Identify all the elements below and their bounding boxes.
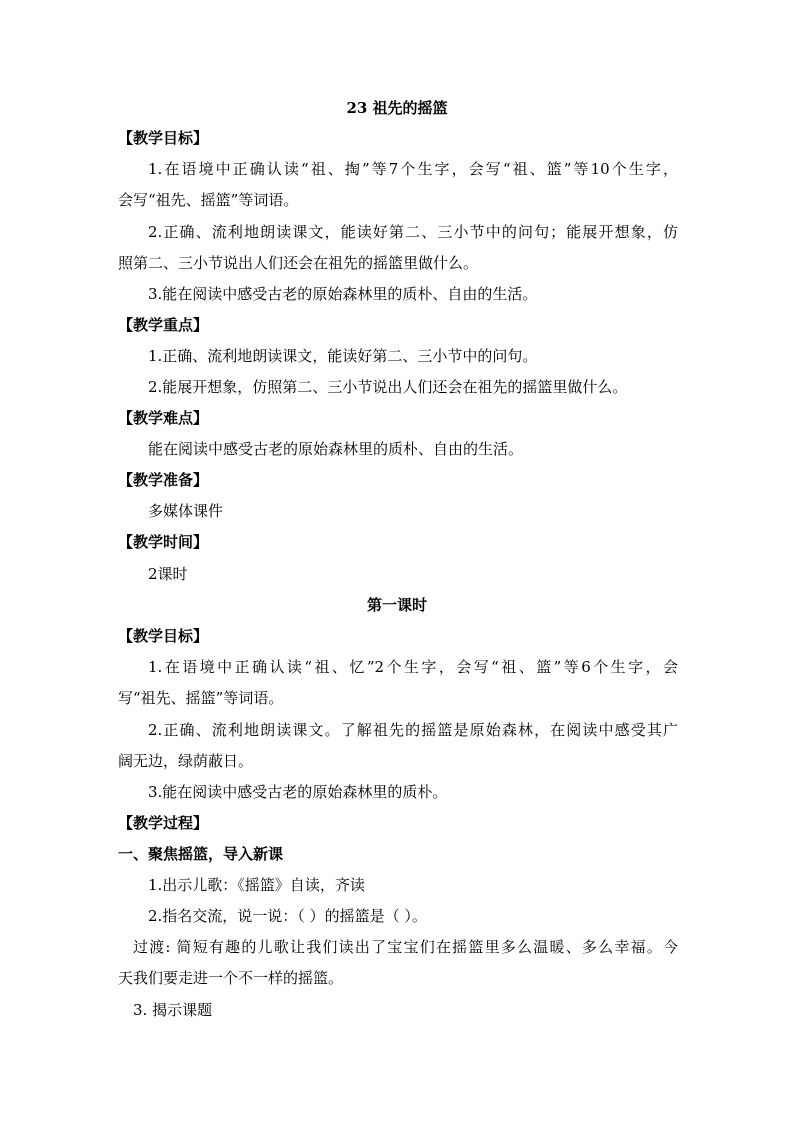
step2: 2.指名交流，说一说：（ ）的摇篮是（ ）。 <box>148 907 427 925</box>
lesson1-goal2-line2: 阔无边，绿荫蔽日。 <box>118 752 254 770</box>
goals-item3: 3.能在阅读中感受古老的原始森林里的质朴、自由的生活。 <box>148 285 538 303</box>
keypoints-item2: 2.能展开想象，仿照第二、三小节说出人们还会在祖先的摇篮里做什么。 <box>148 378 628 396</box>
difficulties-text: 能在阅读中感受古老的原始森林里的质朴、自由的生活。 <box>148 440 524 458</box>
preparation-text: 多媒体课件 <box>148 502 224 520</box>
lesson1-goal1-line1: 1.在语境中正确认读“祖、忆”2个生字，会写“祖、篮”等6个生字，会 <box>148 658 678 676</box>
transition-line1: 过渡: 简短有趣的儿歌让我们读出了宝宝们在摇篮里多么温暖、多么幸福。今 <box>133 938 678 956</box>
process-heading: 【教学过程】 <box>118 814 209 832</box>
goals-heading: 【教学目标】 <box>118 129 209 147</box>
step3: 3. 揭示课题 <box>133 1001 213 1019</box>
lesson1-title: 第一课时 <box>366 596 427 614</box>
lesson1-goal1-line2: 写“祖先、摇篮”等词语。 <box>118 689 284 707</box>
goals-item2-line2: 照第二、三小节说出人们还会在祖先的摇篮里做什么。 <box>118 254 479 272</box>
step1: 1.出示儿歌：《摇篮》自读，齐读 <box>148 876 365 894</box>
goals-item2-line1: 2.正确、流利地朗读课文，能读好第二、三小节中的问句；能展开想象，仿 <box>148 223 678 241</box>
document-title: 23 祖先的摇篮 <box>346 99 448 117</box>
keypoints-item1: 1.正确、流利地朗读课文，能读好第二、三小节中的问句。 <box>148 347 538 365</box>
preparation-heading: 【教学准备】 <box>118 471 209 489</box>
keypoints-heading: 【教学重点】 <box>118 316 209 334</box>
section1-heading: 一、聚焦摇篮，导入新课 <box>118 845 284 863</box>
transition-line2: 天我们要走进一个不一样的摇篮。 <box>118 969 344 987</box>
time-heading: 【教学时间】 <box>118 533 209 551</box>
lesson1-goal3: 3.能在阅读中感受古老的原始森林里的质朴。 <box>148 783 448 801</box>
goals-item1-line1: 1.在语境中正确认读“祖、掏”等7个生字，会写“祖、篮”等10个生字， <box>148 160 678 178</box>
goals-item1-line2: 会写“祖先、摇篮”等词语。 <box>118 191 299 209</box>
lesson1-goals-heading: 【教学目标】 <box>118 627 209 645</box>
lesson1-goal2-line1: 2.正确、流利地朗读课文。了解祖先的摇篮是原始森林，在阅读中感受其广 <box>148 721 678 739</box>
difficulties-heading: 【教学难点】 <box>118 409 209 427</box>
time-text: 2课时 <box>148 565 188 583</box>
